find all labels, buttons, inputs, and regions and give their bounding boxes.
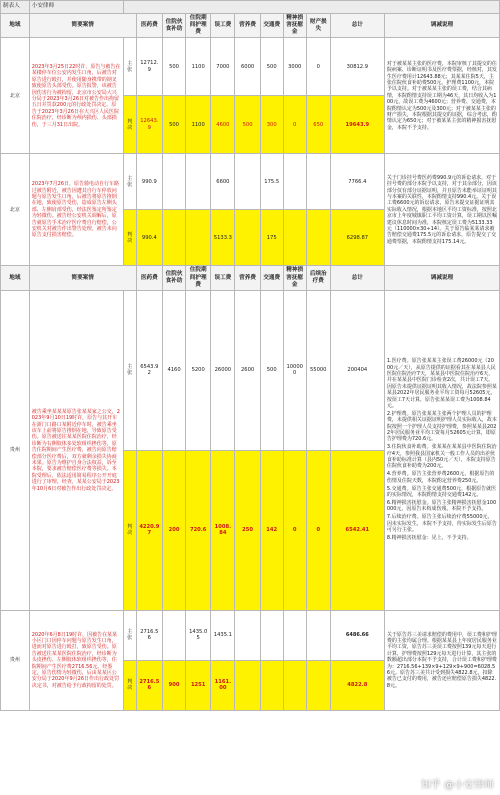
claim-value: 5200	[186, 290, 211, 450]
judgment-value: 250	[235, 450, 260, 610]
claim-value	[283, 610, 306, 660]
header-cell: 地域	[1, 14, 30, 38]
header-cell: 财产损失	[306, 14, 330, 38]
explanation-item: 6.精神损害抚慰金。原告主张精神损害抚慰金100000元，因原告未构成伤残，本院不予支持。	[386, 499, 497, 513]
claim-value: 12712.9	[136, 38, 162, 96]
judgment-total: 6298.87	[330, 210, 384, 266]
claim-value	[235, 154, 260, 210]
claim-value: 6543.92	[136, 290, 162, 450]
claim-value	[306, 154, 330, 210]
judgment-value: 12643.9	[136, 96, 162, 154]
row-label-judgment: 判决	[123, 96, 136, 154]
claim-value: 500	[260, 290, 283, 450]
claim-value	[306, 610, 330, 660]
claim-total: 200404	[330, 290, 384, 450]
claim-value	[186, 154, 211, 210]
explanation-item: 4.营养费。原告主张营养费2600元，根据原告的伤情及住院天数，本院酌定营养费250元。	[386, 471, 495, 484]
claim-total: 7766.4	[330, 154, 384, 210]
judgment-value: 0	[306, 450, 330, 610]
judgment-value: 0	[283, 450, 306, 610]
judgment-value	[283, 660, 306, 710]
explanation: 对于被某某主张的医疗费，本院审核了其提交的住院病案、诊断证明书及医疗费票据，经核对，其发生医疗费用计12643.88元；其某某住院5天，主张住院伙食补助费500元、护理费1100元，本院予以支持。对于被某某主张的误工费，结合其病情，本院酌情支持误工期为46天，其日均收入为100元，故误工费为4600元；营养费、交通费，本院酌情认定为500元及300元；对于被某某主张的财产损失，本院根据其提交的证据，综合考虑，酌情认定为650元；对于被某某主张的精神损害抚慰金，本院不予支持。	[384, 38, 499, 154]
judgment-value: 1251	[186, 660, 211, 710]
top-bar-author: 小安律师	[29, 1, 123, 14]
claim-value	[235, 610, 260, 660]
claim-value: 4160	[163, 290, 186, 450]
claim-value: 500	[163, 38, 186, 96]
header-cell: 营养费	[235, 266, 260, 290]
header-cell: 精神损害抚慰金	[283, 14, 306, 38]
header-cell: 住院伙食补助	[163, 14, 186, 38]
region-cell: 贵州	[1, 610, 30, 710]
header-cell: 简要案情	[29, 266, 136, 290]
explanation: 关于原告苏三美请求赔偿的费用中，误工费和护理费的主张均属合理。根据某某县上年度居民服务业平均工资，原告苏三美误工费按照139元每天进行计算，护理费按照129元每天进行计算，其主张的数额超出部分本院不予支持，合计误工费和护理费为：2716.56+139×9+129×9+900=6028.56元。原告苏三美共计受到损失4822.8元，扣除被告已支付的费用，被告还应赔偿原告损失4822.8元。	[384, 610, 499, 710]
claim-value: 1435.05	[186, 610, 211, 660]
explanation-item: 3.住院伙食补助费。张某某在某某县中医院住院治疗4天，参照我县国家机关一般工作人员的出差伙食补助标准计算（县内50元／天），本院支持原告住院伙食补助费为200元。	[386, 444, 497, 470]
header-cell: 医药费	[136, 266, 162, 290]
judgment-value: 5133.3	[211, 210, 235, 266]
case-3-claim-row	[1, 290, 500, 450]
claim-value: 7000	[211, 38, 235, 96]
judgment-value: 4220.97	[136, 450, 162, 610]
judgment-value: 200	[163, 450, 186, 610]
header-cell: 住院伙食补助	[163, 266, 186, 290]
judgment-value: 300	[260, 96, 283, 154]
case-summary: 被告乘坐某某某原告张某某家之公交，2023年9月10日19时许，原告与其开车在浙门口路口某附近停车时，被告乘坐该车上前将原告推倒在地，导致原告受伤。原告被送往某某医院住院治疗，经诊断为右侧肢体多处软组织挫伤等，原告住院期间产生医疗费，被告向原告赔偿部分医疗费后，双方就剩余损失协商未果。原告为维护自身合法权益，诉至本院，要求被告赔偿医疗费等损失。本院受理后，依法适用简易程序公开开庭进行了审理。经查，某某公安局于2023年10月6日对被告作出行政处罚决定。	[29, 290, 123, 610]
case-summary: 2023年3月25日22时许，原告与被告在某楼停车位公安内发生口角，后被告对原告进行殴打，并使用随身携带的钢叉致使原告头部受伤。原告报警，该被告因伤害行为被拘留，北京市公安局大兴分局于2023年3月26日对被告作出拘留五日并罚款200元的行政处罚决定。原告于2023年3月26日在大兴区人民医院住院治疗，经诊断为颅内损伤、头部损伤，于三月31日出院。	[29, 38, 123, 154]
header-cell: 总计	[330, 266, 384, 290]
row-label-claim: 主张	[123, 290, 136, 450]
explanation: 关于门诊挂号费医药费990.9元的诉讼请求，对于挂号费的部分本院予以支持，对于其余部分，因该部分仅有部分证据证明，并且原告未能举证证明其与本案的关联性，本院酌情支持990.4元。关于误工费6600元的诉讼请求，原告未提交证据证明其实际收入情况，根据本地区平均工资标准，按照北京市上年度城镇职工平均工资计算，误工期以医嘱建议休息时间为准，本院核定误工费为5133.33元（110000×30÷14）。关于原告临某某请求被告赔偿交通费175.5元的诉讼请求，原告提交了交通费票据，本院酌情支持175.14元。	[384, 154, 499, 266]
judgment-value: 900	[163, 660, 186, 710]
header-cell: 误工费	[211, 14, 235, 38]
row-label-judgment: 判决	[123, 450, 136, 610]
judgment-value: 4600	[211, 96, 235, 154]
claim-total: 30812.9	[330, 38, 384, 96]
header-cell: 地域	[1, 266, 30, 290]
top-bar-label: 制表人	[1, 1, 30, 14]
claim-value	[163, 610, 186, 660]
claim-value: 6000	[235, 38, 260, 96]
claim-value: 2716.56	[136, 610, 162, 660]
judgment-value	[260, 660, 283, 710]
claim-value	[163, 154, 186, 210]
header-cell: 医药费	[136, 14, 162, 38]
claim-total: 6486.66	[330, 610, 384, 660]
header-cell: 简要案情	[29, 14, 136, 38]
claim-value: 3000	[283, 38, 306, 96]
claim-value: 0	[306, 38, 330, 96]
judgment-value	[283, 210, 306, 266]
header-cell: 交通费	[260, 14, 283, 38]
region-cell: 北京	[1, 38, 30, 154]
claim-value: 175.5	[260, 154, 283, 210]
header-row	[1, 14, 500, 38]
explanation-item: 2.护理费。原告张某某主张两个护理人员的护理费，未提供相关证据证明护理人员实际收入，故本院按照一个护理人员支持护理费，参照某某县2022年居民服务业平均工资每月52605元计算，即原告护理费为720.6元。	[386, 410, 497, 443]
judgment-value	[163, 210, 186, 266]
top-bar	[1, 1, 500, 14]
header-cell: 住院期间护理费	[186, 266, 211, 290]
judgment-value	[306, 210, 330, 266]
judgment-value: 990.4	[136, 210, 162, 266]
explanation-item: 8.精神损害抚慰金：见上，不予支持。	[386, 534, 472, 541]
region-cell: 北京	[1, 154, 30, 266]
region-cell: 贵州	[1, 290, 30, 610]
claim-value: 26000	[211, 290, 235, 450]
judgment-value: 500	[163, 96, 186, 154]
judgment-value: 175	[260, 210, 283, 266]
judgment-value	[306, 660, 330, 710]
judgment-value	[235, 660, 260, 710]
header-cell: 交通费	[260, 266, 283, 290]
header-cell: 住院期间护理费	[186, 14, 211, 38]
explanation	[384, 290, 499, 610]
header-cell: 调减说理	[384, 14, 499, 38]
judgment-total: 4822.8	[330, 660, 384, 710]
header-cell: 营养费	[235, 14, 260, 38]
row-label-claim: 主张	[123, 38, 136, 96]
explanation-item: 1.医疗费。原告张某某主张误工费26000元（2000元／天），从原告提供的证据看其在某某县人民医院住院治疗7天，某某县中医院住院治疗6天，并在某某县中医院门诊检查2次，共计误工7天。因原告未提供证据证明其收入情况，故法院参照某某县2022年居民服务业平均工资每月52605元，按误工7天计算，原告张某某误工费为1008.84元。	[386, 358, 497, 409]
judgment-value: 0	[283, 96, 306, 154]
header-cell: 精神损害抚慰金	[283, 266, 306, 290]
row-label-claim: 主张	[123, 610, 136, 660]
explanation-item: 7.后续治疗费。原告主张后续治疗费55000元，因未实际发生，本院不予支持，待实际发生后原告可另行主张。	[386, 514, 497, 533]
header-cell: 误工费	[211, 266, 235, 290]
claim-value: 100000	[283, 290, 306, 450]
case-summary: 2020年6月8日19时许，因被告在某某小区门口因停车问题与原告发生口角，进而对原告进行殴打，致原告受伤。原告被送往某某医院住院治疗，经诊断为头皮挫伤、左侧肢体软组织挫伤等，住院期间产生医疗费2716.56元。经鉴定，原告伤情为轻微伤，后由某某区公安分局于2020年9月26日作出行政处罚决定书，对被告给予行政拘留的处罚。	[29, 610, 123, 710]
judgment-value: 720.6	[186, 450, 211, 610]
header-row-2	[1, 266, 500, 290]
header-cell: 总计	[330, 14, 384, 38]
explanation-item: 5.交通费。原告主张交通费500元，根据原告就医的实际情况，本院酌情支持交通费142元。	[386, 485, 497, 498]
case-1-claim-row	[1, 38, 500, 96]
judgment-value	[186, 210, 211, 266]
judgment-total: 6542.41	[330, 450, 384, 610]
header-cell: 后续治疗费	[306, 266, 330, 290]
judgment-value: 500	[235, 96, 260, 154]
claim-value	[283, 154, 306, 210]
claim-value: 1435.1	[211, 610, 235, 660]
case-4-claim-row	[1, 610, 500, 660]
judgment-total: 19643.9	[330, 96, 384, 154]
judgment-value: 2716.56	[136, 660, 162, 710]
claim-value: 500	[260, 38, 283, 96]
header-cell: 调减说理	[384, 266, 499, 290]
row-label-claim: 主张	[123, 154, 136, 210]
row-label-judgment: 判决	[123, 660, 136, 710]
claim-value: 1100	[186, 38, 211, 96]
claim-value: 6600	[211, 154, 235, 210]
claim-value: 2600	[235, 290, 260, 450]
row-label-judgment: 判决	[123, 210, 136, 266]
judgment-value: 142	[260, 450, 283, 610]
claim-value: 55000	[306, 290, 330, 450]
case-2-claim-row	[1, 154, 500, 210]
watermark: 知乎 @小安律师	[420, 780, 494, 791]
claim-value: 990.9	[136, 154, 162, 210]
judgment-value: 1161.00	[211, 660, 235, 710]
case-summary: 2023年7月26日，原告骑电动自行车路过被告附近，被告因遭其自行车停放问题与原告发生口角，后被告将原告推倒在地，致使原告受伤，造成原告左侧头部、左侧肩部受伤，经法医鉴定所鉴定为轻微伤。被告经公安机关调解后，原告就原告手术治疗医疗费自行赔偿，公安机关对被告作出警告处理，被告未向原告支付损害赔偿。	[29, 154, 123, 266]
judgment-value: 1008.84	[211, 450, 235, 610]
claim-value	[260, 610, 283, 660]
judgment-value	[235, 210, 260, 266]
judgment-value: 650	[306, 96, 330, 154]
judgment-value: 1100	[186, 96, 211, 154]
